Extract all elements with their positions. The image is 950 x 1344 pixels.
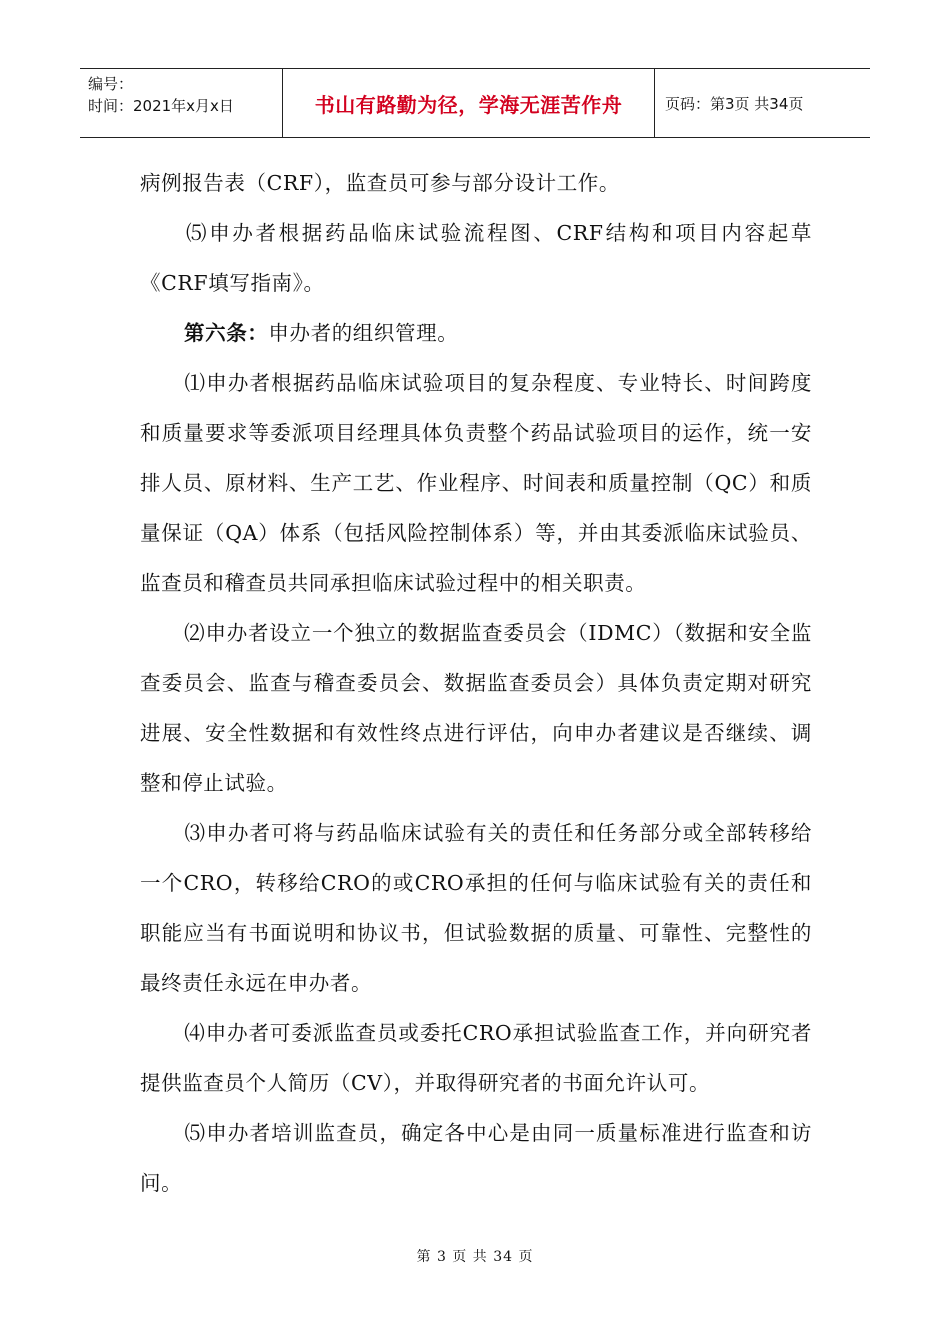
paragraph <box>140 808 812 1008</box>
document-date: 时间：2021年x月x日 <box>88 97 234 115</box>
page-footer: 第 3 页 共 34 页 <box>416 1249 534 1265</box>
paragraph <box>140 1008 812 1108</box>
article-heading: 第六条： <box>184 321 269 345</box>
paragraph-text: 申办者的组织管理。 <box>268 321 459 345</box>
paragraph-text: ⑴申办者根据药品临床试验项目的复杂程度、专业特长、时间跨度和质量要求等委派项目经理具体负责整个药品试验项目的运作，统一安排人员、原材料、生产工艺、作业程序、时间表和质量控制（QC）和质量保证（QA）体系（包括风险控制体系）等，并由其委派临床试验员、监查员和稽查员共同承担临床试验过程中的相关职责。 <box>140 371 812 595</box>
paragraph <box>140 308 812 358</box>
paragraph <box>140 208 812 308</box>
paragraph <box>140 158 812 208</box>
paragraph <box>140 1108 812 1208</box>
paragraph-text: ⑵申办者设立一个独立的数据监查委员会（IDMC）（数据和安全监查委员会、监查与稽查委员会、数据监查委员会）具体负责定期对研究进展、安全性数据和有效性终点进行评估，向申办者建议是否继续、调整和停止试验。 <box>140 621 812 795</box>
header-motto: 书山有路勤为径，学海无涯苦作舟 <box>283 69 655 137</box>
header-meta <box>80 69 283 137</box>
paragraph-text: 病例报告表（CRF），监查员可参与部分设计工作。 <box>140 171 620 195</box>
paragraph-text: ⑸申办者培训监查员，确定各中心是由同一质量标准进行监查和访问。 <box>140 1121 812 1195</box>
paragraph-text: ⑷申办者可委派监查员或委托CRO承担试验监查工作，并向研究者提供监查员个人简历（CV），并取得研究者的书面允许认可。 <box>140 1021 812 1095</box>
paragraph-text: ⑸申办者根据药品临床试验流程图、CRF结构和项目内容起草《CRF填写指南》。 <box>140 221 812 295</box>
paragraph <box>140 358 812 608</box>
header-page-info: 页码：第3页 共34页 <box>665 94 804 113</box>
paragraph-text: ⑶申办者可将与药品临床试验有关的责任和任务部分或全部转移给一个CRO，转移给CRO的或CRO承担的任何与临床试验有关的责任和职能应当有书面说明和协议书，但试验数据的质量、可靠性、完整性的最终责任永远在申办者。 <box>140 821 812 995</box>
page-header <box>80 68 870 138</box>
document-body <box>140 158 812 1208</box>
paragraph <box>140 608 812 808</box>
document-number-label: 编号： <box>88 75 134 93</box>
